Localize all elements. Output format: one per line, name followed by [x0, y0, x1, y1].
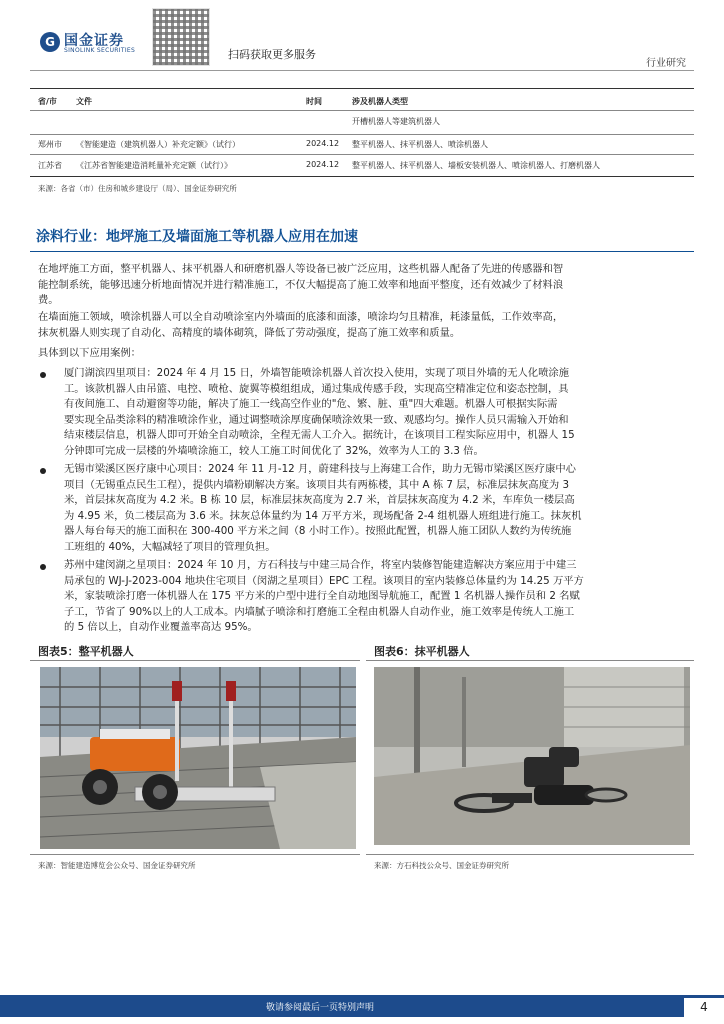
figure5-rule	[30, 660, 360, 661]
bullet-line: 项目（无锡重点民生工程），提供内墙粉刷解决方案。该项目共有两栋楼，其中 A 栋 7 层，标准层抹灰高度为 3	[64, 478, 570, 491]
footer-disclaimer-link[interactable]: 敬请参阅最后一页特别声明	[265, 1003, 374, 1013]
bullet-line: 无锡市梁溪区医疗康中心项目：2024 年 11 月-12 月，蔚建科技与上海建工合作，助力无锡市梁溪区医疗康中心	[64, 463, 576, 475]
bullet-line: 米，首层抹灰高度为 4.2 米。B 栋 10 层，标准层抹灰高度为 2.7 米，首层抹灰高度为 4.2 米，车库负一楼层高	[64, 494, 575, 506]
sinolink-logo-icon: G	[40, 32, 60, 52]
figure6-title: 图表6：抹平机器人	[374, 645, 470, 658]
table-row-time: 2024.12	[306, 139, 340, 148]
table-row-city: 江苏省	[38, 161, 62, 170]
table-top-rule	[30, 88, 694, 89]
paragraph-line: 在墙面施工领域，喷涂机器人可以全自动喷涂室内外墙面的底漆和面漆，喷涂均匀且精准，耗漆量低，工作效率高，	[38, 311, 564, 323]
paragraph-line: 能控制系统，能够迅速分析地面情况并进行精准施工，不仅大幅提高了施工效率和地面平整度，还有效减少了材料浪	[38, 278, 564, 291]
table-header-time: 时间	[306, 97, 322, 106]
bullet-line: 米，家装喷涂打磨一体机器人在 175 平方米的户型中进行全自动地图导航施工，配置 1 名机器人操作员和 2 名赋	[64, 590, 580, 602]
bullet-line: 子工，节省了 90%以上的人工成本。内墙腻子喷涂和打磨施工全程由机器人自动作业，施工效率是传统人工施工	[64, 605, 575, 618]
paragraph-wall	[38, 310, 688, 341]
table-row-doc: 《智能建造（建筑机器人）补充定额》（试行）	[76, 140, 240, 149]
bullet-line: 结束楼层信息，机器人即可开始全自动喷涂，全程无需人工介入。据统计，在该项目工程实际应用中，机器人 15	[64, 429, 575, 441]
figure5-source: 来源：智能建造博览会公众号、国金证券研究所	[38, 861, 196, 870]
figure6-rule	[366, 660, 694, 661]
table-header-types: 涉及机器人类型	[352, 97, 408, 106]
logo-name-en: SINOLINK SECURITIES	[64, 47, 136, 54]
figure5-title: 图表5：整平机器人	[38, 645, 134, 658]
paragraph-line: 抹灰机器人则实现了自动化、高精度的墙体砌筑，降低了劳动强度，提高了施工效率和质量。	[38, 326, 461, 339]
paragraph-floor	[38, 262, 688, 309]
bullet-icon	[40, 564, 46, 570]
table-row-types: 整平机器人、抹平机器人、喷涂机器人	[352, 140, 488, 149]
paragraph-line: 费。	[38, 294, 59, 306]
figure6-source: 来源：方石科技公众号、国金证券研究所	[374, 861, 509, 870]
bullet-line: 分钟即可完成一层楼的外墙喷涂施工，较人工施工时间优化了 32%，效率为人工的 3.3 倍。	[64, 444, 484, 457]
bullet-icon	[40, 372, 46, 378]
qr-code-icon[interactable]	[152, 8, 210, 66]
table-row-doc: 《江苏省智能建造消耗量补充定额（试行）》	[76, 161, 232, 170]
bullet-line: 工。该款机器人由吊篮、电控、喷枪、旋翼等模组组成，通过集成传感手段，实现高空精准定位和姿态控制，具	[64, 382, 569, 395]
paragraph-line: 在地坪施工方面，整平机器人、抹平机器人和研磨机器人等设备已被广泛应用，这些机器人配备了先进的传感器和智	[38, 263, 564, 275]
bullet-line: 为 4.95 米，负二楼层高为 3.6 米。抹灰总体量约为 14 万平方米，现场配备 2-4 组机器人班组进行施工。抹灰机	[64, 509, 582, 522]
bullet-line: 的 5 倍以上，自动作业覆盖率高达 95%。	[64, 621, 258, 633]
table-row-rule	[30, 134, 694, 135]
figure5-bottom-rule	[30, 854, 360, 855]
bullet-line: 局承包的 WJ-J-2023-004 地块住宅项目（闵湖之星项目）EPC 工程。该项目的室内装修总体量约为 14.25 万平方	[64, 574, 584, 587]
logo-name-cn: 国金证券	[64, 33, 124, 49]
section-title: 涂料行业：地坪施工及墙面施工等机器人应用在加速	[36, 229, 358, 245]
bullet-line: 器人每台每天的施工面积在 300-400 平方米之间（8 小时工作）。按照此配置，机器人施工团队人数约为传统施	[64, 525, 572, 537]
bullet-line: 工班组的 40%，大幅减轻了项目的管理负担。	[64, 540, 276, 553]
qr-caption: 扫码获取更多服务	[228, 48, 316, 61]
table-source: 来源：各省（市）住房和城乡建设厅（局）、国金证券研究所	[38, 184, 237, 193]
table-header-doc: 文件	[76, 97, 92, 106]
report-category: 行业研究	[646, 58, 686, 69]
table-row-time: 2024.12	[306, 160, 340, 169]
table-continuation-cell: 开槽机器人等建筑机器人	[352, 117, 440, 126]
figure5-image-screed-robot	[40, 667, 356, 849]
table-row-rule	[30, 154, 694, 155]
page-number: 4	[684, 998, 724, 1017]
table-row-types: 整平机器人、抹平机器人、墙板安装机器人、喷涂机器人、打磨机器人	[352, 161, 600, 170]
table-bottom-rule	[30, 176, 694, 177]
section-divider	[30, 251, 694, 252]
bullet-line: 厦门湖滨四里项目：2024 年 4 月 15 日，外墙智能喷涂机器人首次投入使用，实现了项目外墙的无人化喷涂施	[64, 367, 569, 379]
paragraph-intro: 具体到以下应用案例：	[38, 347, 141, 359]
bullet-icon	[40, 468, 46, 474]
table-header-city: 省/市	[38, 97, 57, 106]
table-row-city: 郑州市	[38, 140, 62, 149]
bullet-case-suzhou	[64, 558, 688, 636]
bullet-line: 要实现全品类涂料的精准喷涂作业，通过调整喷涂厚度确保喷涂效果一致、观感均匀。操作人员只需输入开始和	[64, 413, 569, 426]
bullet-case-xiamen	[64, 366, 688, 459]
bullet-line: 苏州中建闵湖之星项目：2024 年 10 月，方石科技与中建三局合作，将室内装修智能建造解决方案应用于中建三	[64, 559, 577, 571]
figure6-image-trowel-robot	[374, 667, 690, 845]
figure6-bottom-rule	[366, 854, 694, 855]
table-header-rule	[30, 110, 694, 111]
header-divider	[30, 70, 694, 71]
bullet-line: 有夜间施工、自动避窗等功能，解决了施工一线高空作业的"危、繁、脏、重"四大难题。机器人可根据实际需	[64, 398, 558, 410]
bullet-case-wuxi	[64, 462, 688, 555]
